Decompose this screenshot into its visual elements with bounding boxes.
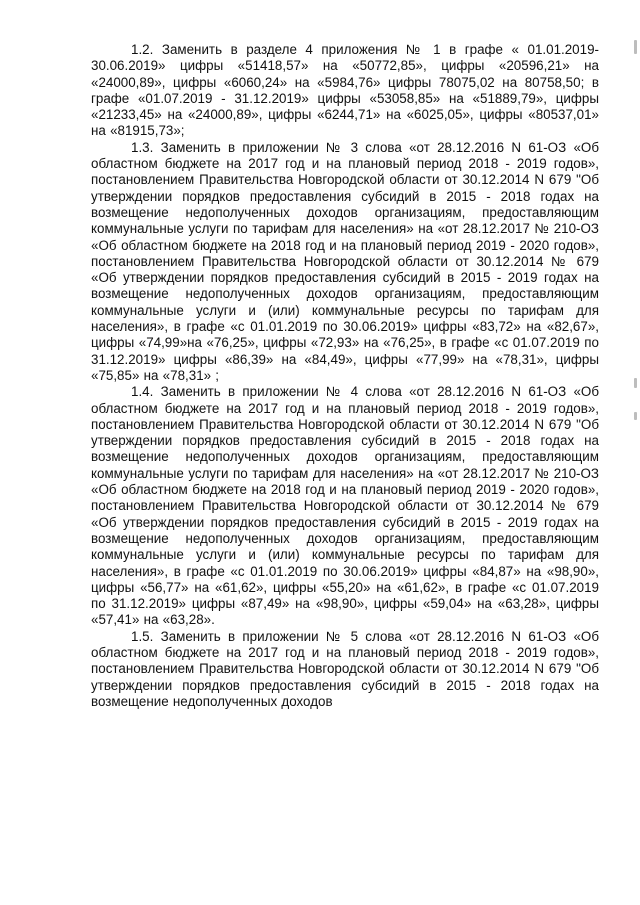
paragraph-1-4: 1.4. Заменить в приложении № 4 слова «от 28.12.2016 N 61-ОЗ «Об областном бюджете на 2017 год и на плановый период 2018 - 2019 годов», постановлением Правительства Новгородской области от 30.12.2014 N 679 "Об утверждении порядков предоставления субсидий в 2015 - 2018 годах на возмещение недополученных доходов организациям, предоставляющим коммунальные услуги по тарифам для населения» на «от 28.12.2017 № 210-ОЗ «Об областном бюджете на 2018 год и на плановый период 2019 - 2020 годов», постановлением Правительства Новгородской области от 30.12.2014 № 679 «Об утверждении порядков предоставления субсидий в 2015 - 2019 годах на возмещение недополученных доходов организациям, предоставляющим коммунальные услуги и (или) коммунальные ресурсы по тарифам для населения», в графе «с 01.01.2019 по 30.06.2019» цифры «84,87» на «98,90», цифры «56,77» на «61,62», цифры «55,20» на «61,62», в графе «с 01.07.2019 по 31.12.2019» цифры «87,49» на «98,90», цифры «59,04» на «63,28», цифры «57,41» на «63,28». (91, 384, 599, 628)
scan-artifact-mark (634, 412, 637, 420)
paragraph-1-5: 1.5. Заменить в приложении № 5 слова «от 28.12.2016 N 61-ОЗ «Об областном бюджете на 2017 год и на плановый период 2018 - 2019 годов», постановлением Правительства Новгородской области от 30.12.2014 N 679 "Об утверждении порядков предоставления субсидий в 2015 - 2018 годах на возмещение недополученных доходов (91, 628, 599, 709)
scan-artifact-mark (634, 40, 637, 54)
document-page (91, 42, 599, 710)
paragraph-1-3: 1.3. Заменить в приложении № 3 слова «от 28.12.2016 N 61-ОЗ «Об областном бюджете на 2017 год и на плановый период 2018 - 2019 годов», постановлением Правительства Новгородской области от 30.12.2014 N 679 "Об утверждении порядков предоставления субсидий в 2015 - 2018 годах на возмещение недополученных доходов организациям, предоставляющим коммунальные услуги по тарифам для населения» на «от 28.12.2017 № 210-ОЗ «Об областном бюджете на 2018 год и на плановый период 2019 - 2020 годов», постановлением Правительства Новгородской области от 30.12.2014 № 679 «Об утверждении порядков предоставления субсидий в 2015 - 2019 годах на возмещение недополученных доходов организациям, предоставляющим коммунальные услуги и (или) коммунальные ресурсы по тарифам для населения», в графе «с 01.01.2019 по 30.06.2019» цифры «83,72» на «82,67», цифры «74,99»на «76,25», цифры «72,93» на «76,25», в графе «с 01.07.2019 по 31.12.2019» цифры «86,39» на «84,49», цифры «77,99» на «78,31», цифры «75,85» на «78,31» ; (91, 139, 599, 383)
scan-artifact-mark (634, 378, 637, 388)
paragraph-1-2: 1.2. Заменить в разделе 4 приложения № 1 в графе « 01.01.2019-30.06.2019» цифры «51418,57» на «50772,85», цифры «20596,21» на «24000,89», цифры «6060,24» на «5984,76» цифры 78075,02 на 80758,50; в графе «01.07.2019 - 31.12.2019» цифры «53058,85» на «51889,79», цифры «21233,45» на «24000,89», цифры «6244,71» на «6025,05», цифры «80537,01» на «81915,73»; (91, 42, 599, 139)
